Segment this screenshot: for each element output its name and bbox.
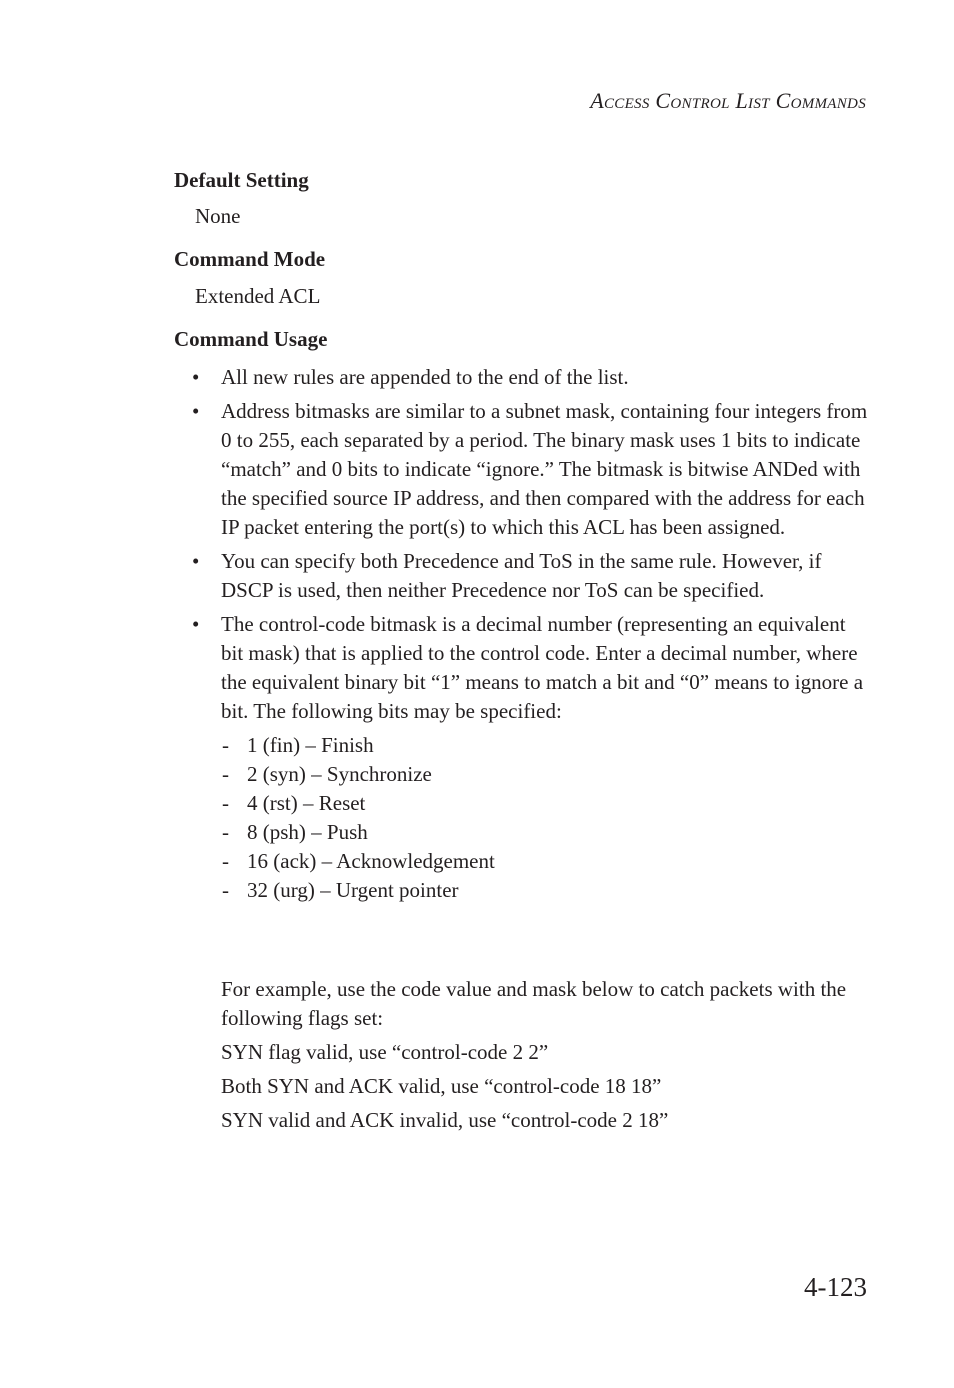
dash-icon: -: [222, 878, 229, 902]
bit-item: [192, 876, 872, 905]
list-item: [192, 363, 872, 392]
bullet-text: Address bitmasks are similar to a subnet mask, containing four integers from 0 to 255, each separated by a period. The binary mask uses 1 bits to indicate “match” and 0 bits to indicate “ignore.” The bitmask is bitwise ANDed with the specified source IP address, and then compared with the address for each IP packet entering the port(s) to which this ACL has been assigned.: [221, 399, 868, 539]
example-line: Both SYN and ACK valid, use “control-code 18 18”: [221, 1074, 662, 1098]
default-setting-value: None: [195, 204, 241, 228]
example-line: SYN flag valid, use “control-code 2 2”: [221, 1040, 549, 1064]
dash-icon: -: [222, 791, 229, 815]
bit-text: 32 (urg) – Urgent pointer: [247, 878, 459, 902]
bit-text: 16 (ack) – Acknowledgement: [247, 849, 495, 873]
bullet-icon: •: [192, 365, 200, 389]
bit-item: [192, 731, 872, 760]
bullet-icon: •: [192, 399, 200, 423]
bullet-icon: •: [192, 612, 200, 636]
default-setting-heading: Default Setting: [174, 168, 309, 192]
list-item: [192, 397, 872, 542]
example-intro: For example, use the code value and mask below to catch packets with the following flags set:: [221, 977, 847, 1030]
bit-text: 2 (syn) – Synchronize: [247, 762, 432, 786]
bullet-text: You can specify both Precedence and ToS in the same rule. However, if DSCP is used, then neither Precedence nor ToS can be specified.: [221, 549, 838, 602]
bullet-icon: •: [192, 549, 200, 573]
bit-text: 4 (rst) – Reset: [247, 791, 366, 815]
bit-item: [192, 760, 872, 789]
bit-text: 1 (fin) – Finish: [247, 733, 374, 757]
dash-icon: -: [222, 849, 229, 873]
bit-text: 8 (psh) – Push: [247, 820, 368, 844]
list-item: [192, 547, 872, 605]
running-header: Access Control List Commands: [590, 88, 866, 113]
bit-item: [192, 789, 872, 818]
bit-list: [192, 731, 872, 905]
command-mode-value: Extended ACL: [195, 284, 321, 308]
page-number: 4-123: [804, 1272, 867, 1302]
dash-icon: -: [222, 820, 229, 844]
bit-item: [192, 847, 872, 876]
command-usage-heading: Command Usage: [174, 327, 328, 351]
dash-icon: -: [222, 762, 229, 786]
command-mode-heading: Command Mode: [174, 247, 326, 271]
bullet-text: All new rules are appended to the end of the list.: [221, 365, 629, 389]
dash-icon: -: [222, 733, 229, 757]
example-block: [221, 975, 871, 1140]
command-usage-list: [192, 363, 872, 905]
bullet-text: The control-code bitmask is a decimal number (representing an equivalent bit mask) that is applied to the control code. Enter a decimal number, where the equivalent binary bit “1” means to match a bit and “0” means to ignore a bit. The following bits may be specified:: [221, 612, 864, 723]
list-item: [192, 610, 872, 726]
example-line: SYN valid and ACK invalid, use “control-code 2 18”: [221, 1108, 669, 1132]
bit-item: [192, 818, 872, 847]
